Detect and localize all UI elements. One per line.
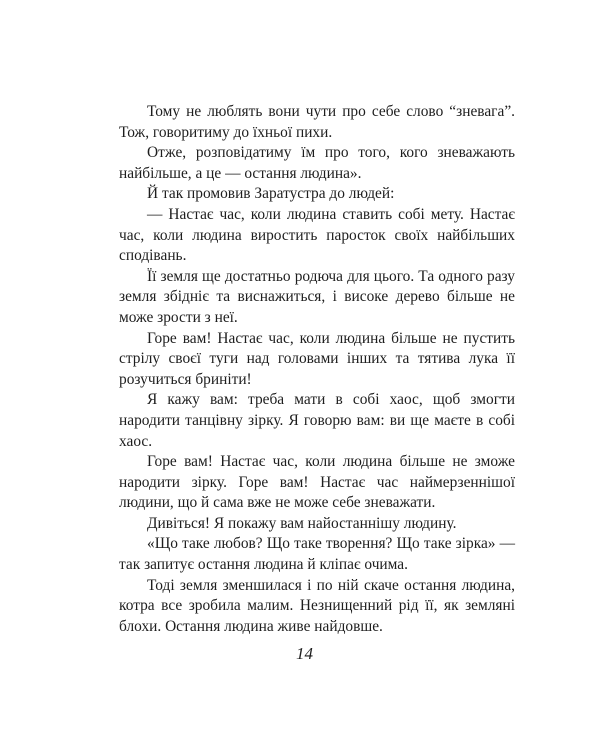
paragraph: Й так промовив Заратустра до людей: — [147, 185, 395, 203]
paragraph: Тоді земля зменшилася і по ній скаче остання людина, котра все зробила малим. Незнищенний рід її, як земляні блохи. Остання людина живе найдовше. — [119, 576, 515, 635]
paragraph: «Що таке любов? Що таке творення? Що таке зірка» — так запитує остання людина й кліпає очима. — [119, 535, 515, 574]
page-number: 14 — [296, 644, 313, 663]
paragraph: Тому не люблять вони чути про себе слово “зневага”. Тож, говоритиму до їхньої пихи. — [119, 103, 515, 141]
body-text — [119, 102, 515, 637]
paragraph: Дивіться! Я покажу вам найостаннішу людину. — [147, 514, 457, 532]
paragraph: Я кажу вам: треба мати в собі хаос, щоб змогти народити танцівну зірку. Я говорю вам: ви ще маєте в собі хаос. — [119, 391, 515, 450]
paragraph: Отже, розповідатиму їм про того, кого зневажають найбільше, а це — остання людина». — [119, 144, 515, 182]
paragraph: Горе вам! Настає час, коли людина більше не зможе народити зірку. Горе вам! Настає час наймерзеннішої людини, що й сама вже не може себе зневажати. — [119, 453, 515, 512]
paragraph: Горе вам! Настає час, коли людина більше не пустить стрілу своєї туги над головами інших та тятива лука її розучиться бриніти! — [119, 329, 515, 388]
paragraph: Її земля ще достатньо родюча для цього. Та одного разу земля збідніє та виснажиться, і високе дерево більше не може зрости з неї. — [119, 267, 515, 326]
paragraph: — Настає час, коли людина ставить собі мету. Настає час, коли людина виростить паросток своїх найбільших сподівань. — [119, 205, 515, 265]
